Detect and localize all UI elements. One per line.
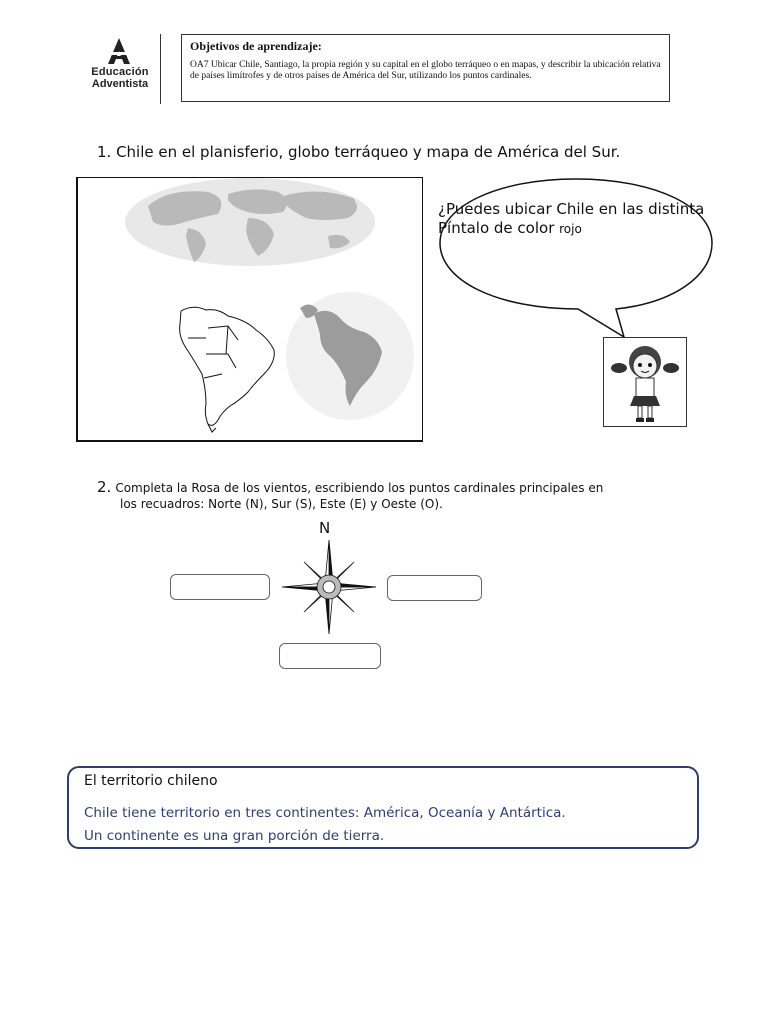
girl-illustration-frame: [603, 337, 687, 427]
south-america-map: [180, 307, 275, 432]
girl-illustration: [604, 338, 686, 426]
objectives-text: OA7 Ubicar Chile, Santiago, la propia región y su capital en el globo terráqueo o en mapas, y describir la ubicación relativa de países limítrofes y de otros países de América del Sur, utilizando los puntos cardinales.: [190, 60, 661, 81]
info-line-2: Un continente es una gran porción de tierra.: [84, 828, 385, 844]
compass-rose-icon: [280, 538, 378, 636]
question-2-line2: los recuadros: Norte (N), Sur (S), Este (E) y Oeste (O).: [120, 497, 443, 511]
compass-north-label: N: [319, 519, 331, 537]
question-2-line1: Completa la Rosa de los vientos, escribiendo los puntos cardinales principales en: [115, 481, 604, 495]
info-title: El territorio chileno: [84, 773, 218, 789]
globe-image: [286, 292, 414, 420]
bubble-instruction: [438, 219, 582, 237]
info-line-1: Chile tiene territorio en tres continentes: América, Oceanía y Antártica.: [84, 805, 566, 821]
world-map: [125, 178, 375, 266]
map-image-frame: [76, 177, 423, 442]
question-2-instruction: [97, 479, 657, 496]
answer-box-east[interactable]: [387, 575, 482, 601]
objectives-title: Objetivos de aprendizaje:: [190, 39, 322, 53]
logo-text-line2: Adventista: [91, 78, 149, 90]
question-2-number: 2.: [97, 478, 112, 496]
world-maps-image: [78, 178, 423, 441]
objectives-box: [181, 34, 670, 102]
question-1-title: 1. Chile en el planisferio, globo terráqueo y mapa de América del Sur.: [97, 143, 621, 161]
bubble-instruction-color: rojo: [559, 222, 582, 236]
logo-text-line1: Educación: [91, 66, 149, 78]
header-divider: [160, 34, 161, 104]
logo: [80, 38, 160, 98]
bubble-question: ¿Puedes ubicar Chile en las distinta: [438, 200, 705, 218]
bubble-instruction-main: Píntalo de color: [438, 219, 560, 237]
answer-box-west[interactable]: [170, 574, 270, 600]
answer-box-south[interactable]: [279, 643, 381, 669]
logo-a-icon: [108, 38, 130, 64]
